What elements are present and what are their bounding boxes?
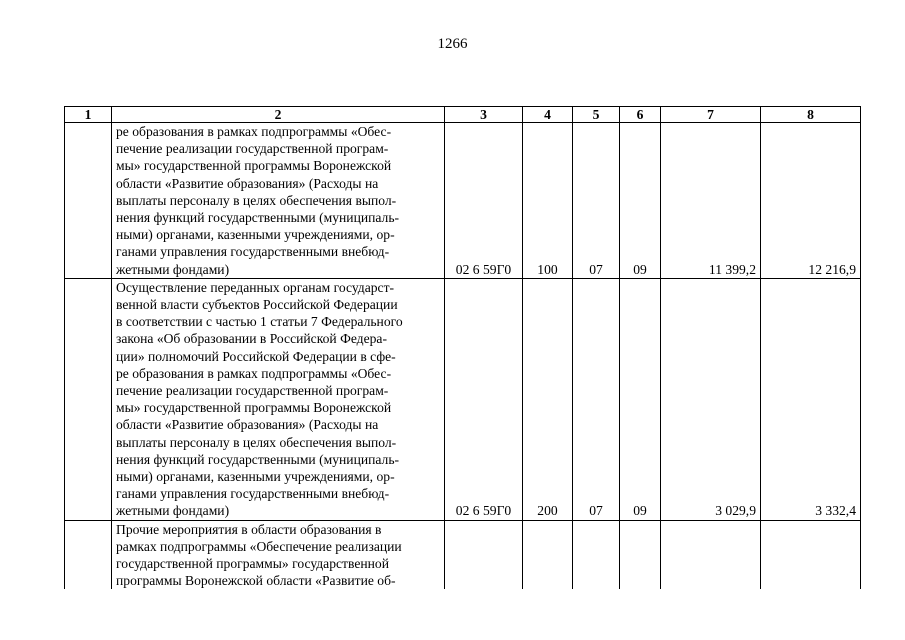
description-line: ными) органами, казенными учреждениями, ор- [116,469,395,485]
description-line: рамках подпрограммы «Обеспечение реализации [116,538,402,554]
column-header-7: 7 [661,107,761,123]
amount-col7-cell [661,520,761,589]
column-header-4: 4 [523,107,573,123]
description-cell [112,123,445,279]
description-cell [112,520,445,589]
description-cell [112,278,445,520]
program-code-cell: 02 6 59Г0 [445,123,523,279]
budget-table [64,106,861,589]
expense-type-cell [523,520,573,589]
description-line: области «Развитие образования» (Расходы на [116,175,379,191]
column-header-5: 5 [573,107,620,123]
description-line: ре образования в рамках подпрограммы «Обес- [116,365,392,381]
description-line: выплаты персоналу в целях обеспечения выпол- [116,434,397,450]
description-line: ганами управления государственными внебюд- [116,244,390,260]
expense-type-cell: 100 [523,123,573,279]
section-cell: 07 [573,278,620,520]
subsection-cell: 09 [620,123,661,279]
amount-col8-cell [761,520,861,589]
subsection-cell [620,520,661,589]
description-line: венной власти субъектов Российской Федерации [116,297,398,313]
description-line: Осуществление переданных органам государст- [116,279,395,295]
row-number-cell [65,123,112,279]
expense-type-cell: 200 [523,278,573,520]
table-row [65,123,861,279]
section-cell [573,520,620,589]
description-line: ганами управления государственными внебюд- [116,486,390,502]
column-header-6: 6 [620,107,661,123]
description-line: жетными фондами) [116,503,230,519]
column-header-2: 2 [112,107,445,123]
description-line: Прочие мероприятия в области образования в [116,521,382,537]
row-number-cell [65,520,112,589]
header-row [65,107,861,123]
section-cell: 07 [573,123,620,279]
description-line: области «Развитие образования» (Расходы на [116,417,379,433]
description-line: нения функций государственными (муниципаль- [116,451,400,467]
amount-col7-cell: 3 029,9 [661,278,761,520]
description-line: печение реализации государственной програм- [116,141,389,157]
subsection-cell: 09 [620,278,661,520]
column-header-3: 3 [445,107,523,123]
description-line: государственной программы» государственной [116,556,389,572]
description-line: печение реализации государственной програм- [116,383,389,399]
description-line: в соответствии с частью 1 статьи 7 Федерального [116,314,403,330]
description-line: нения функций государственными (муниципаль- [116,210,400,226]
description-line: выплаты персоналу в целях обеспечения выпол- [116,192,397,208]
column-header-8: 8 [761,107,861,123]
page-number: 1266 [437,36,468,52]
description-line: ции» полномочий Российской Федерации в сфе- [116,348,396,364]
row-number-cell [65,278,112,520]
description-line: мы» государственной программы Воронежской [116,158,392,174]
description-line: ре образования в рамках подпрограммы «Обес- [116,124,392,139]
program-code-cell: 02 6 59Г0 [445,278,523,520]
column-header-1: 1 [65,107,112,123]
description-line: мы» государственной программы Воронежской [116,400,392,416]
program-code-cell [445,520,523,589]
description-line: программы Воронежской области «Развитие об- [116,573,396,589]
description-line: ными) органами, казенными учреждениями, ор- [116,227,395,243]
amount-col8-cell: 3 332,4 [761,278,861,520]
description-line: закона «Об образовании в Российской Федера- [116,331,387,347]
description-line: жетными фондами) [116,261,230,277]
table-row [65,278,861,520]
amount-col8-cell: 12 216,9 [761,123,861,279]
table-row [65,520,861,589]
amount-col7-cell: 11 399,2 [661,123,761,279]
